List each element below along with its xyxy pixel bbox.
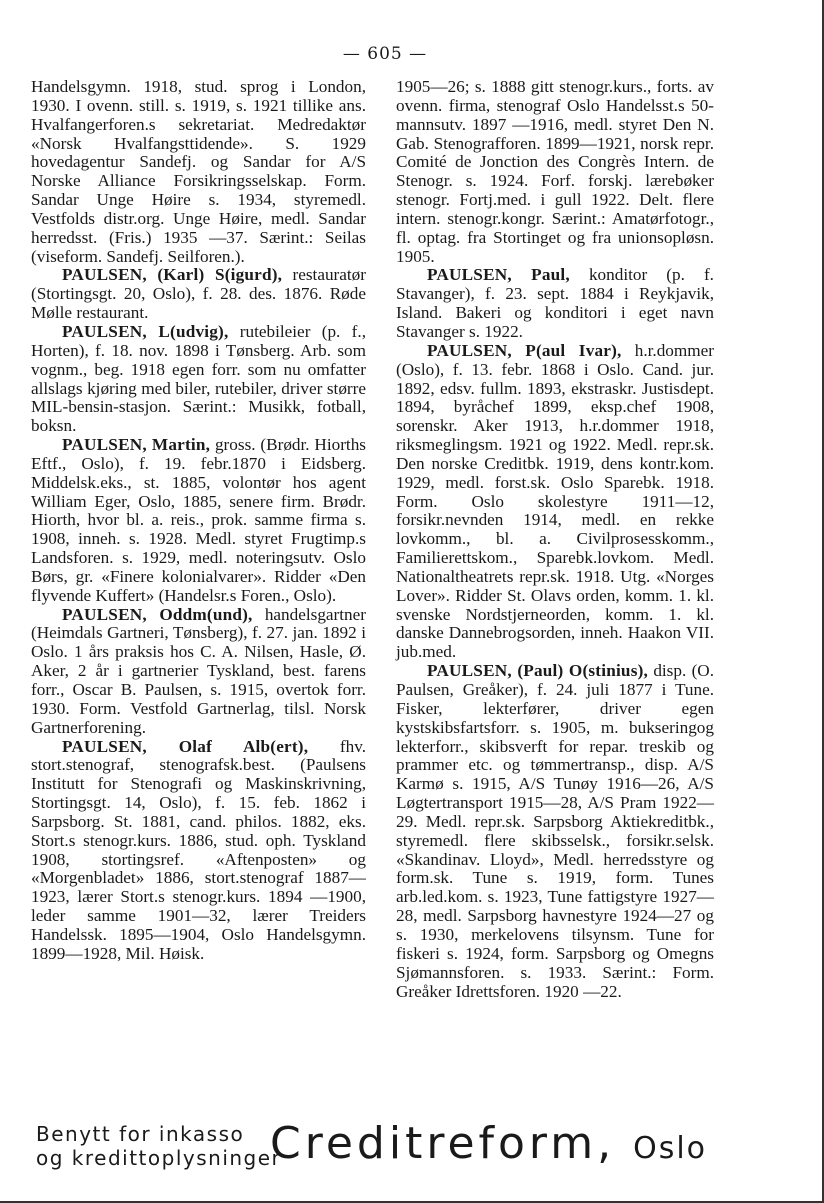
- entry-text: rutebileier (p. f., Horten), f. 18. nov. 1898 i Tønsberg. Arb. som vognm., beg. 1918 egen forr. som nu omfatter allslags kjøring med biler, rutebiler, driver større MIL-bensin-stasjon. Særint.: Musikk, fotball, boksn.: [31, 321, 366, 436]
- ad-brand: [270, 1118, 707, 1175]
- ad-tagline-line2: og kredittoplysninger: [36, 1146, 282, 1170]
- entry-name: PAULSEN, L(udvig),: [62, 321, 229, 341]
- directory-entry: [31, 323, 366, 436]
- directory-entry: [31, 738, 366, 964]
- ad-tagline: [36, 1122, 281, 1170]
- entry-text: restauratør (Stortingsgt. 20, Oslo), f. 28. des. 1876. Røde Mølle restaurant.: [31, 265, 366, 323]
- entry-text: fhv. stort.stenograf, stenografsk.best. (Paulsens Institutt for Stenografi og Maskinskrivning, Stortingsgt. 14, Oslo), f. 15. feb. 1862 i Sarpsborg. St. 1881, cand. philos. 1882, eks. Stort.s stenogr.kurs. 1886, stud. oph. Tyskland 1908, stortingsref. «Aftenposten» og «Morgenbladet» 1886, stort.stenograf 1887—1923, lærer Stort.s stenogr.kurs. 1894 —1900, leder samme 1901—32, lærer Treiders Handelssk. 1895—1904, Oslo Handelsgymn. 1899—1928, Mil. Høisk.: [31, 736, 367, 963]
- entry-text: handelsgartner (Heimdals Gartneri, Tønsberg), f. 27. jan. 1892 i Oslo. 1 års praksis hos C. A. Nilsen, Hasle, Ø. Aker, 2 år i gartnerier Tyskland, best. farens forr., Oscar B. Paulsen, s. 1915, overtok forr. 1930. Form. Vestfold Gartnerlag, tilsl. Norsk Gartnerforening.: [31, 604, 366, 737]
- directory-entry: [31, 606, 366, 738]
- entry-text: konditor (p. f. Stavanger), f. 23. sept. 1884 i Reykjavik, Island. Bakeri og konditori i eget navn Stavanger s. 1922.: [396, 265, 714, 341]
- ad-tagline-line1: Benytt for inkasso: [36, 1122, 245, 1146]
- entry-name: PAULSEN, (Paul) O(stinius),: [427, 661, 649, 681]
- directory-entry: [31, 78, 366, 266]
- entry-name: PAULSEN, Olaf Alb(ert),: [62, 736, 309, 756]
- entry-name: PAULSEN, Martin,: [62, 435, 211, 455]
- right-column: [396, 78, 714, 1001]
- entry-name: PAULSEN, (Karl) S(igurd),: [62, 265, 283, 285]
- ad-city: Oslo: [633, 1131, 708, 1166]
- advertisement: [36, 1120, 796, 1180]
- directory-entry: [396, 78, 714, 266]
- directory-entry: [31, 266, 366, 323]
- entry-text: disp. (O. Paulsen, Greåker), f. 24. juli 1877 i Tune. Fisker, lekterfører, driver egen kystskibsfartsforr. s. 1905, m. bukseringog lekterforr., skibsverft for repar. treskib og prammer etc. og tømmertransp., disp. A/S Karmø s. 1915, A/S Tunøy 1916—26, A/S Løgtertransport 1915—28, A/S Pram 1922—29. Medl. repr.sk. Sarpsborg Aktiekreditbk., styremedl. flere skibsselsk., forsikr.selsk. «Skandinav. Lloyd», Medl. herredsstyre og form.sk. Tune s. 1919, form. Tunes arb.led.kom. s. 1923, Tune fattigstyre 1927—28, medl. Sarpsborg havnestyre 1924—27 og s. 1930, merkelovens tilsynsm. Tune for fiskeri s. 1924, form. Sarpsborg og Omegns Sjømannsforen. s. 1933. Særint.: Form. Greåker Idrettsforen. 1920 —22.: [396, 661, 714, 1001]
- entry-name: PAULSEN, Paul,: [427, 265, 570, 285]
- directory-entry: [31, 436, 366, 606]
- entry-text: Handelsgymn. 1918, stud. sprog i London, 1930. I ovenn. still. s. 1919, s. 1921 tillike ans. Hvalfangerforen.s sekretariat. Medredaktør «Norsk Hvalfangsttidende». S. 1929 hovedagentur Sandefj. og Sandar for A/S Norske Alliance Forsikringsselskap. Form. Sandar Unge Høire s. 1934, styremedl. Vestfolds distr.org. Unge Høire, medl. Sandar herredsst. (Fris.) 1935 —37. Særint.: Seilas (viseform. Sandefj. Seilforen.).: [31, 77, 366, 266]
- directory-entry: [396, 342, 714, 662]
- page-number: — 605 —: [342, 44, 428, 64]
- entry-text: gross. (Brødr. Hiorths Eftf., Oslo), f. 19. febr.1870 i Eidsberg. Middelsk.eks., st. 1885, volontør hos agent William Eger, Oslo, 1885, senere firm. Brødr. Hiorth, hvor bl. a. reis., prok. samme firma s. 1908, inneh. s. 1928. Medl. styret Frugtimp.s Landsforen. s. 1929, medl. noteringsutv. Oslo Børs, gr. «Finere kolonialvarer». Ridder «Den flyvende Kuffert» (Handelsr.s Foren., Oslo).: [31, 435, 366, 605]
- entry-text: 1905—26; s. 1888 gitt stenogr.kurs., forts. av ovenn. firma, stenograf Oslo Handelsst.s 50-mannsutv. 1897 —1916, medl. styret Den N. Gab. Stenografforen. 1899—1921, norsk repr. Comité de Jonction des Congrès Intern. de Stenogr. s. 1924. Forf. forskj. lærebøker stenogr. Fortj.med. i gull 1922. Delt. flere intern. stenogr.kongr. Særint.: Amatørfotogr., fl. optag. fra Stortinget og fra unionsopløsn. 1905.: [396, 77, 714, 266]
- directory-entry: [396, 266, 714, 341]
- directory-entry: [396, 662, 714, 1001]
- ad-brand-name: Creditreform,: [270, 1118, 616, 1169]
- entry-name: PAULSEN, P(aul Ivar),: [427, 340, 622, 360]
- entry-name: PAULSEN, Oddm(und),: [62, 604, 253, 624]
- entry-text: h.r.dommer (Oslo), f. 13. febr. 1868 i Oslo. Cand. jur. 1892, edsv. fullm. 1893, ekstraskr. Justisdept. 1894, byråchef 1899, eksp.chef 1908, sorenskr. Aker 1913, h.r.dommer 1918, riksmeglingsm. 1921 og 1922. Medl. repr.sk. Den norske Creditbk. 1919, dens kontr.kom. 1929, medl. forst.sk. Oslo Sparebk. 1918. Form. Oslo skolestyre 1911—12, forsikr.nevnden 1914, medl. en rekke lovkomm., bl. a. Civilprosesskomm., Familierettskom., Sparebk.lovkom. Medl. Nationaltheatrets repr.sk. 1918. Utg. «Norges Lover». Ridder St. Olavs orden, komm. 1. kl. svenske Nordstjerneorden, komm. 1. kl. danske Dannebrogsorden, inneh. Haakon VII. jub.med.: [396, 340, 714, 662]
- left-column: [31, 78, 366, 964]
